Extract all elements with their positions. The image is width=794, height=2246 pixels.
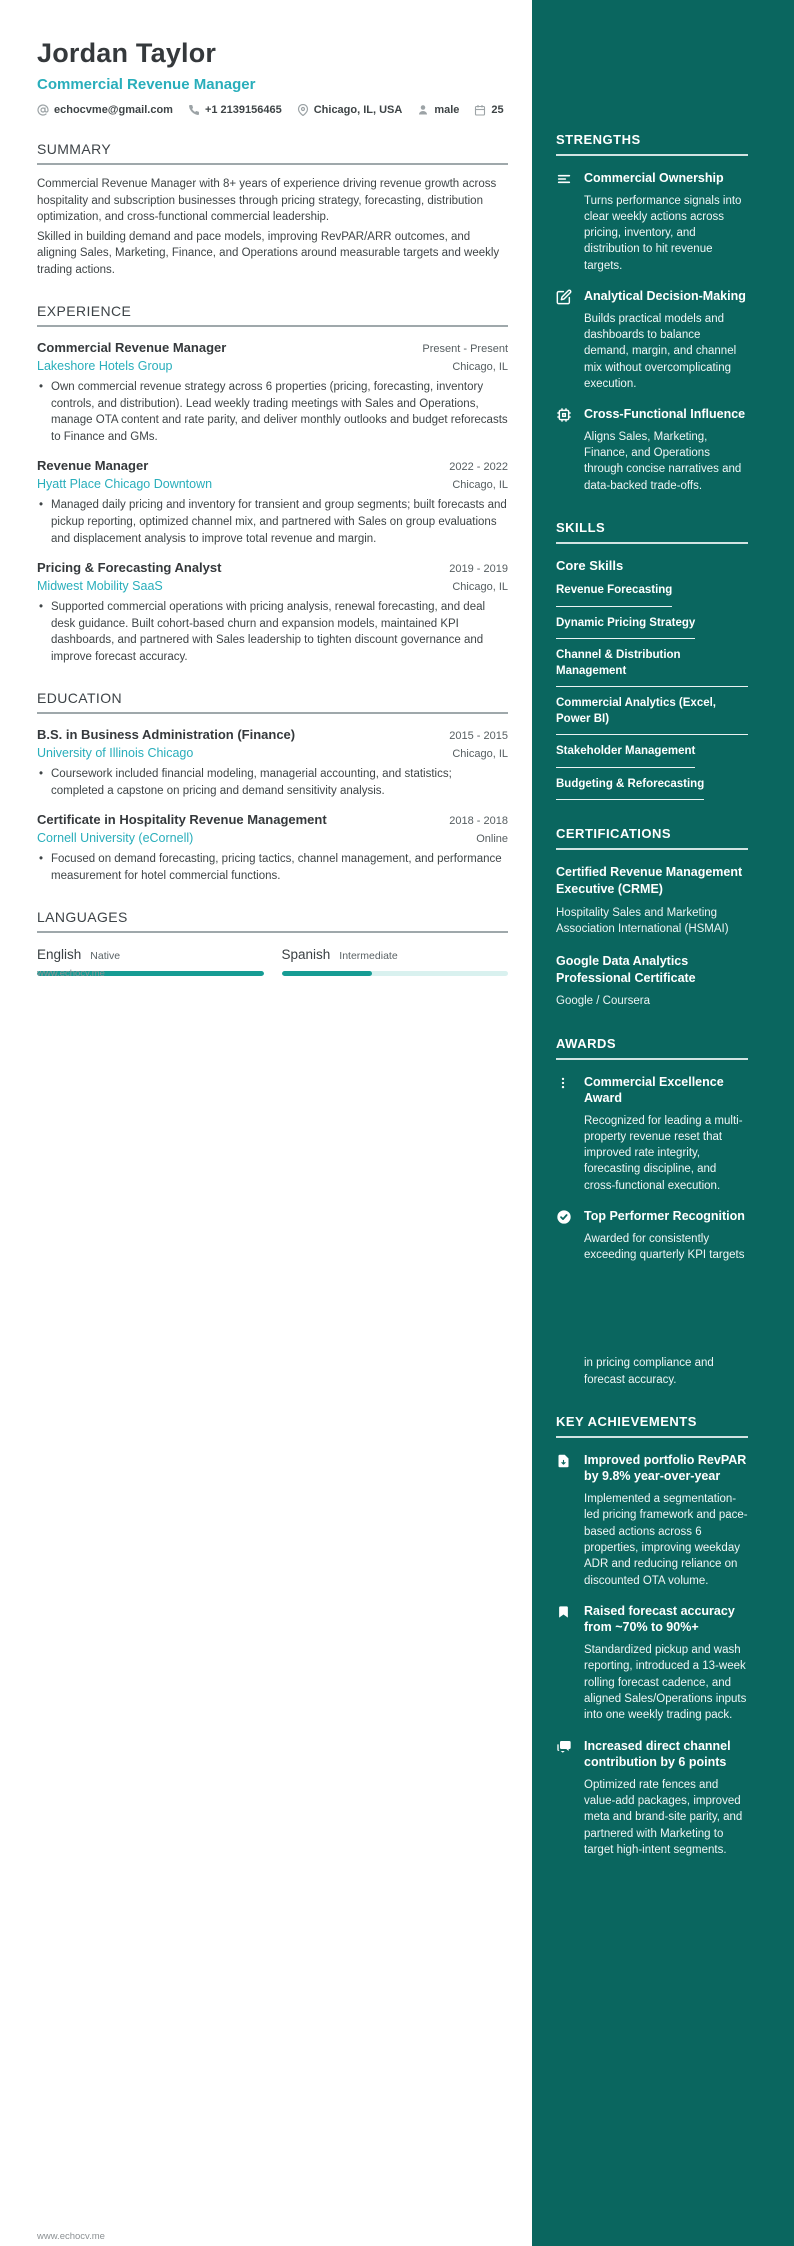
justify-lines-icon (556, 170, 572, 274)
note-edit-icon (556, 288, 572, 392)
summary-paragraph: Skilled in building demand and pace models, improving RevPAR/ARR outcomes, and aligning Sales, Marketing, Finance, and Operations around measurable targets and weekly trading actions. (37, 230, 500, 276)
education-bullets (37, 851, 508, 884)
strength-title: Analytical Decision-Making (584, 289, 746, 304)
strength-description: Turns performance signals into clear weekly actions across pricing, inventory, and distribution to hit revenue targets. (584, 194, 742, 272)
section-rule (37, 163, 508, 165)
language-progress-fill (282, 971, 373, 976)
awards-heading: AWARDS (556, 1035, 617, 1051)
education-bullets (37, 766, 508, 799)
contact-location-text: Chicago, IL, USA (313, 104, 403, 116)
contact-gender (417, 104, 459, 116)
certification-item (556, 953, 748, 1010)
skills-heading: SKILLS (556, 520, 606, 536)
job-bullets (37, 379, 508, 445)
achievement-body (584, 1452, 748, 1589)
school-name: University of Illinois Chicago (37, 746, 194, 761)
certification-name: Google Data Analytics Professional Certificate (556, 953, 696, 986)
certification-issuer: Google / Coursera (556, 995, 650, 1008)
contact-age-text: 25 (491, 104, 504, 116)
job-location: Chicago, IL (452, 581, 508, 594)
strength-body (584, 288, 748, 392)
experience-section (37, 303, 508, 665)
award-body (584, 1074, 748, 1195)
strength-item (556, 406, 748, 494)
strengths-heading: STRENGTHS (556, 132, 641, 147)
achievement-title: Improved portfolio RevPAR by 9.8% year-over-year (584, 1452, 747, 1484)
chip-icon (556, 406, 572, 494)
sidebar-rule (556, 1436, 748, 1438)
strengths-section (556, 132, 748, 494)
person-icon (417, 104, 429, 116)
degree-title: B.S. in Business Administration (Finance) (37, 727, 296, 743)
entry-header-row (37, 727, 508, 742)
certification-issuer: Hospitality Sales and Marketing Association International (HSMAI) (556, 906, 729, 935)
sidebar-rule (556, 1058, 748, 1060)
bookmark-icon (556, 1603, 572, 1724)
language-level: Intermediate (339, 950, 398, 963)
candidate-headline: Commercial Revenue Manager (37, 76, 256, 93)
at-icon (37, 104, 49, 116)
section-rule (37, 931, 508, 933)
entry-org-row (37, 355, 508, 373)
entry-header-row (37, 340, 508, 355)
key-achievements-section (556, 1414, 748, 1858)
achievement-title: Increased direct channel contribution by 6 points (584, 1738, 731, 1770)
contact-email (37, 104, 173, 116)
job-dates: 2022 - 2022 (449, 461, 508, 474)
entry-header-row (37, 812, 508, 827)
contact-age (474, 104, 503, 116)
certifications-section (556, 826, 748, 1009)
sidebar-rule (556, 848, 748, 850)
job-title: Revenue Manager (37, 458, 149, 474)
contact-location (297, 104, 403, 116)
languages-heading: LANGUAGES (37, 909, 128, 926)
school-location: Online (476, 833, 508, 846)
achievement-item (556, 1452, 748, 1589)
section-rule (37, 712, 508, 714)
experience-entry (37, 340, 508, 445)
language-label-row (282, 947, 509, 962)
education-bullet: • Focused on demand forecasting, pricing tactics, channel management, and performance measurement for hotel commercial functions. (37, 851, 508, 884)
languages-section (37, 909, 508, 976)
summary-section (37, 141, 508, 278)
achievement-description: Standardized pickup and wash reporting, introduced a 13-week rolling forecast cadence, and aligned Sales/Operations inputs into one weekly trading pack. (584, 1643, 747, 1722)
skill-item: Dynamic Pricing Strategy (556, 616, 695, 640)
education-bullet: • Coursework included financial modeling, managerial accounting, and statistics; completed a capstone on pricing and demand sensitivity analysis. (37, 766, 508, 799)
certification-item (556, 864, 748, 937)
languages-grid (37, 947, 508, 976)
phone-icon (188, 104, 200, 116)
job-location: Chicago, IL (452, 361, 508, 374)
job-title: Commercial Revenue Manager (37, 340, 227, 356)
strength-body (584, 406, 748, 494)
achievement-body (584, 1603, 748, 1724)
language-label-row (37, 947, 264, 962)
achievement-item (556, 1603, 748, 1724)
job-bullets (37, 599, 508, 665)
job-dates: Present - Present (422, 343, 508, 356)
award-body (584, 1208, 748, 1263)
main-column (0, 0, 532, 976)
strength-item (556, 288, 748, 392)
footer-url: www.echocv.me (37, 2231, 105, 2242)
award-item (556, 1074, 748, 1195)
entry-header-row (37, 458, 508, 473)
skill-item: Revenue Forecasting (556, 583, 672, 607)
achievement-body (584, 1738, 748, 1859)
experience-entry (37, 560, 508, 665)
skills-group-label: Core Skills (556, 558, 624, 574)
strength-body (584, 170, 748, 274)
pin-icon (297, 104, 309, 116)
skills-section (556, 520, 748, 800)
experience-heading: EXPERIENCE (37, 303, 132, 320)
summary-heading: SUMMARY (37, 141, 112, 157)
awards-section (556, 1036, 748, 1264)
language-progress-track (282, 971, 509, 976)
job-title: Pricing & Forecasting Analyst (37, 560, 222, 576)
award-description: Awarded for consistently exceeding quarterly KPI targets (584, 1232, 745, 1261)
section-rule (37, 325, 508, 327)
experience-entry (37, 458, 508, 547)
achievement-description: Optimized rate fences and value-add packages, improved meta and brand-site parity, and partnered with Marketing to target high-intent segments. (584, 1778, 743, 1856)
summary-paragraph: Commercial Revenue Manager with 8+ years of experience driving revenue growth across hospitality and subscription businesses through pricing strategy, forecasting, distribution optimization, and cross-functional commercial leadership. (37, 178, 497, 224)
job-bullets (37, 497, 508, 547)
summary-text (37, 176, 508, 278)
award-title: Top Performer Recognition (584, 1209, 745, 1224)
degree-title: Certificate in Hospitality Revenue Management (37, 812, 327, 828)
sidebar (532, 0, 794, 2246)
language-item (282, 947, 509, 976)
education-section (37, 690, 508, 884)
award-item (556, 1208, 748, 1263)
skill-item: Commercial Analytics (Excel, Power BI) (556, 696, 748, 735)
achievement-description: Implemented a segmentation-led pricing framework and pace-based actions across 6 properties, improving weekday ADR and reducing reliance on discounted OTA volume. (584, 1492, 748, 1587)
award-description: Recognized for leading a multi-property revenue reset that improved rate integrity, forecasting discipline, and cross-functional execution. (584, 1114, 743, 1192)
contact-row (37, 104, 508, 116)
strength-description: Aligns Sales, Marketing, Finance, and Operations through concise narratives and data-backed trade-offs. (584, 430, 742, 492)
school-name: Cornell University (eCornell) (37, 831, 194, 846)
education-entry (37, 812, 508, 884)
sidebar-rule (556, 154, 748, 156)
footer-url: www.echocv.me (37, 968, 105, 979)
entry-org-row (37, 827, 508, 845)
contact-phone (188, 104, 282, 116)
chat-icon (556, 1738, 572, 1859)
achievement-title: Raised forecast accuracy from ~70% to 90%+ (584, 1603, 735, 1635)
check-circle-icon (556, 1208, 572, 1263)
skill-item: Stakeholder Management (556, 744, 695, 768)
job-bullet: • Own commercial revenue strategy across 6 properties (pricing, forecasting, inventory controls, and distribution). Lead weekly trading meetings with Sales and Operations, manage OTA content and rate parity, and deliver monthly outlooks and budget reforecasts to Finance and GMs. (37, 379, 508, 445)
language-name: English (37, 947, 82, 963)
contact-gender-text: male (434, 104, 460, 116)
job-company: Midwest Mobility SaaS (37, 579, 163, 594)
candidate-name: Jordan Taylor (37, 38, 217, 68)
strength-item (556, 170, 748, 274)
award-title: Commercial Excellence Award (584, 1074, 724, 1105)
degree-dates: 2018 - 2018 (449, 815, 508, 828)
job-company: Lakeshore Hotels Group (37, 359, 173, 374)
degree-dates: 2015 - 2015 (449, 730, 508, 743)
education-entry (37, 727, 508, 799)
contact-phone-text: +1 2139156465 (204, 104, 282, 116)
contact-email-text: echocvme@gmail.com (54, 104, 173, 116)
achievement-item (556, 1738, 748, 1859)
entry-header-row (37, 560, 508, 575)
job-company: Hyatt Place Chicago Downtown (37, 477, 213, 492)
key-achievements-heading: KEY ACHIEVEMENTS (556, 1413, 697, 1429)
job-bullet: • Supported commercial operations with pricing analysis, renewal forecasting, and deal desk guidance. Built cohort-based churn and expansion models, maintained KPI dashboards, and partnered with Sales leadership to tighten discount governance and improve forecast accuracy. (37, 599, 508, 665)
strength-title: Commercial Ownership (584, 171, 724, 185)
school-location: Chicago, IL (452, 748, 508, 761)
education-heading: EDUCATION (37, 690, 123, 707)
strength-title: Cross-Functional Influence (584, 407, 746, 422)
job-dates: 2019 - 2019 (449, 563, 508, 576)
job-location: Chicago, IL (452, 479, 508, 492)
certification-name: Certified Revenue Management Executive (CRME) (556, 865, 743, 897)
strength-description: Builds practical models and dashboards to balance demand, margin, and channel mix without overcomplicating execution. (584, 312, 737, 390)
entry-org-row (37, 742, 508, 760)
file-icon (556, 1452, 572, 1589)
dots-vertical-icon (556, 1074, 572, 1195)
certifications-heading: CERTIFICATIONS (556, 826, 672, 842)
language-name: Spanish (281, 947, 331, 963)
language-level: Native (90, 950, 121, 963)
calendar-icon (474, 104, 486, 116)
award-description-continued: in pricing compliance and forecast accuracy. (584, 1357, 714, 1386)
skill-item: Budgeting & Reforecasting (556, 777, 704, 801)
entry-org-row (37, 575, 508, 593)
job-bullet: • Managed daily pricing and inventory for transient and group segments; built forecasts and pickup reporting, optimized channel mix, and partnered with Sales on group evaluations and displacement analysis to improve total revenue and margin. (37, 497, 508, 547)
entry-org-row (37, 473, 508, 491)
skill-item: Channel & Distribution Management (556, 648, 748, 687)
sidebar-rule (556, 542, 748, 544)
